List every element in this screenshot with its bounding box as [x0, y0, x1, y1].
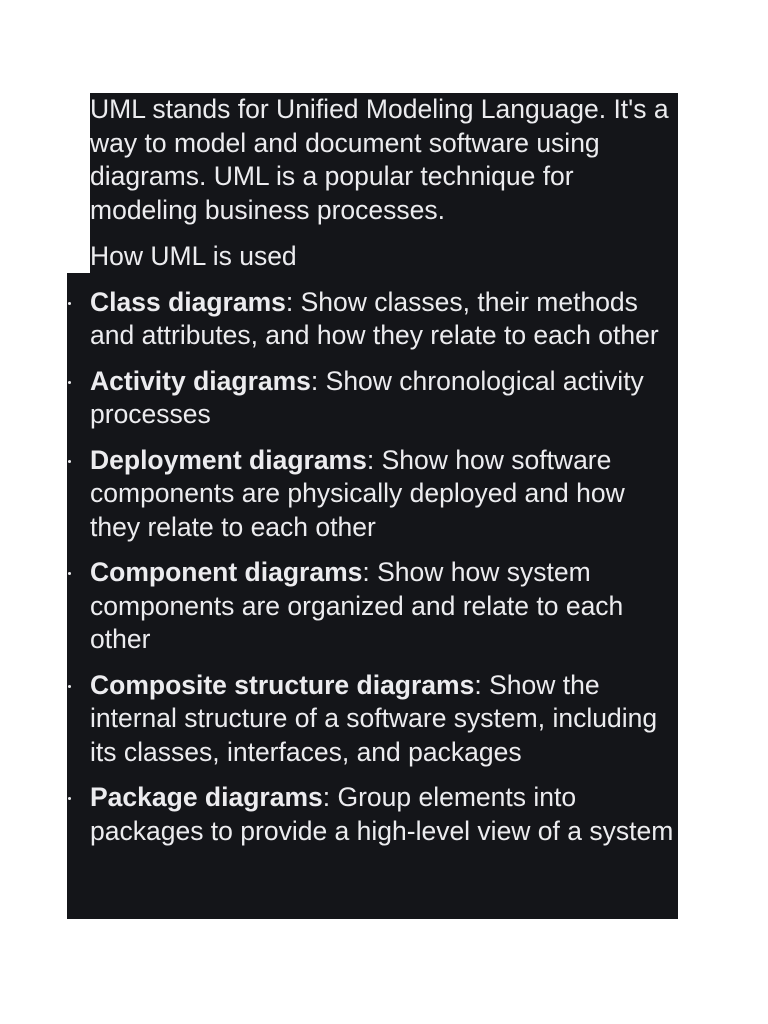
bullet-icon: [68, 302, 71, 305]
list-item-composite-structure-diagrams: [90, 669, 678, 770]
list-item-package-diagrams: [90, 781, 678, 848]
list-item-description: : Show chronological activity processes: [90, 365, 644, 429]
list-item-description: : Show classes, their methods and attributes, and how they relate to each other: [90, 286, 659, 350]
list-item-term: Package diagrams: [90, 782, 323, 812]
list-item-description: : Show the internal structure of a software system, including its classes, interfaces, and packages: [90, 669, 658, 767]
list-item-class-diagrams: [90, 286, 678, 353]
uml-uses-list: [90, 286, 678, 849]
section-heading: How UML is used: [90, 241, 297, 271]
document-content: [90, 93, 678, 860]
list-item-term: Composite structure diagrams: [90, 669, 475, 700]
list-item-component-diagrams: [90, 556, 678, 657]
bullet-icon: [68, 381, 71, 384]
intro-paragraph: UML stands for Unified Modeling Language. It's a way to model and document software using diagrams. UML is a popular technique for modeling business processes.: [90, 94, 669, 225]
bullet-icon: [68, 797, 71, 800]
bullet-icon: [68, 572, 71, 575]
list-item-deployment-diagrams: [90, 444, 678, 545]
list-item-term: Activity diagrams: [90, 365, 311, 396]
list-item-description: : Show how software components are physically deployed and how they relate to each other: [90, 444, 625, 542]
list-item-description: : Group elements into packages to provide a high-level view of a system: [90, 782, 674, 846]
bullet-icon: [68, 685, 71, 688]
list-item-term: Component diagrams: [90, 557, 363, 587]
list-item-activity-diagrams: [90, 365, 678, 432]
list-item-term: Deployment diagrams: [90, 444, 367, 475]
bullet-icon: [68, 460, 71, 463]
list-item-description: : Show how system components are organized and relate to each other: [90, 557, 624, 654]
list-item-term: Class diagrams: [90, 286, 286, 317]
